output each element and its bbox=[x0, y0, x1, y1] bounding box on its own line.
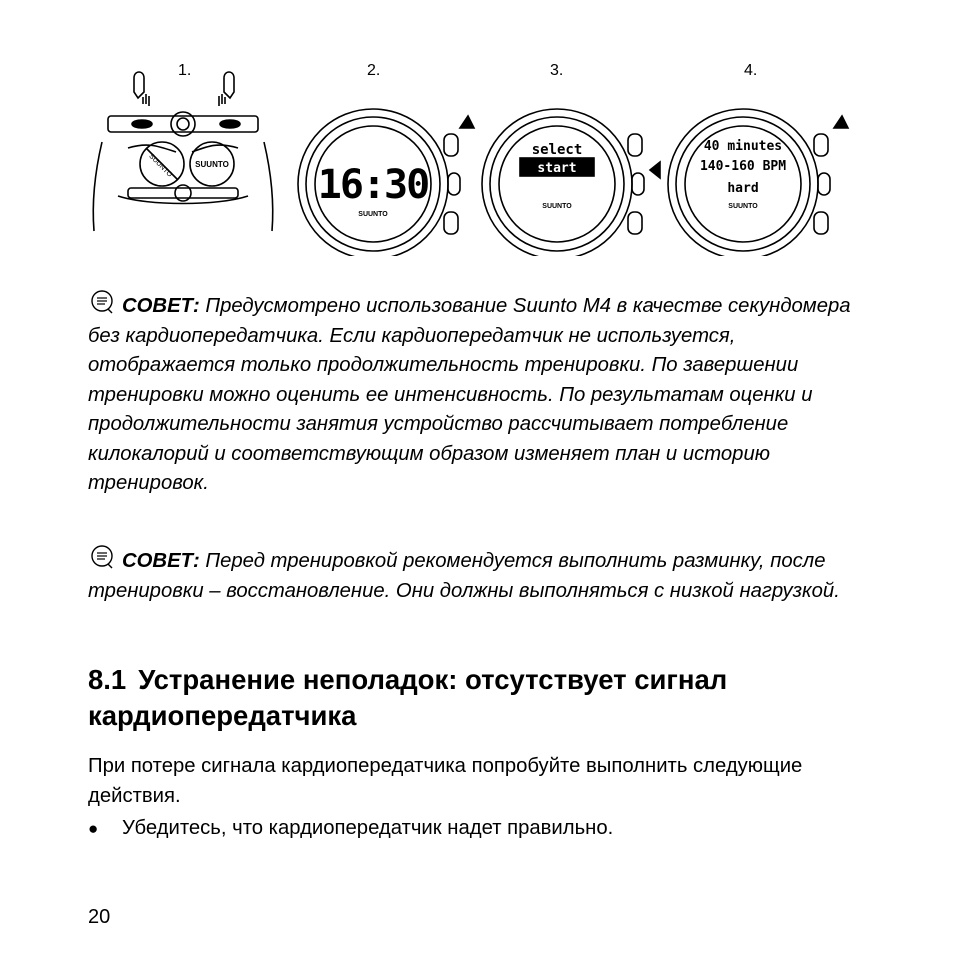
intro-paragraph: При потере сигнала кардиопередатчика попробуйте выполнить следующие действия. bbox=[88, 755, 803, 807]
watch3-line1: select bbox=[531, 142, 583, 158]
watch2-brand: SUUNTO bbox=[358, 211, 388, 218]
tip-label: СОВЕТ: bbox=[122, 550, 200, 572]
watch4-brand: SUUNTO bbox=[728, 203, 758, 210]
tip-text: Перед тренировкой рекомендуется выполнить разминку, после тренировки – восстановление. Они должны выполняться с низкой нагрузкой. bbox=[88, 550, 840, 602]
watch2-time: 16:30 bbox=[317, 162, 429, 208]
tip-text: Предусмотрено использование Suunto M4 в качестве секундомера без кардиопередатчика. Если кардиопередатчик не используется, отображается только продолжительность тренировки. По завершении тренировки можно оценить ее интенсивность. По результатам оценки и продолжительности занятия устройство рассчитывает потребление килокалорий и соответствующим образом изменяет план и историю тренировок. bbox=[88, 295, 851, 494]
watch3-brand: SUUNTO bbox=[542, 203, 572, 210]
tip-icon bbox=[88, 290, 116, 314]
watch3-line2: start bbox=[537, 161, 577, 176]
watch4-line2: 140-160 BPM bbox=[699, 159, 787, 174]
watch-step3-drawing bbox=[482, 109, 660, 256]
step-number-2: 2. bbox=[367, 62, 381, 79]
section-number: 8.1 bbox=[88, 664, 127, 695]
chest-strap-drawing bbox=[93, 72, 272, 231]
strap-brand-right: SUUNTO bbox=[195, 160, 229, 169]
tip-icon bbox=[88, 545, 116, 569]
step-number-1: 1. bbox=[178, 62, 192, 79]
tip-block-1 bbox=[88, 290, 878, 499]
bullet-icon: ● bbox=[88, 819, 99, 838]
step-number-3: 3. bbox=[550, 62, 564, 79]
illustration-drawing bbox=[88, 56, 868, 256]
strap-brand-left: SUUNTO bbox=[147, 152, 174, 179]
list-item-text: Убедитесь, что кардиопередатчик надет правильно. bbox=[122, 817, 614, 839]
watch4-line3: hard bbox=[727, 181, 759, 196]
section-title: Устранение неполадок: отсутствует сигнал кардиопередатчика bbox=[88, 664, 728, 731]
list-item bbox=[88, 814, 868, 844]
watch4-line1: 40 minutes bbox=[703, 139, 783, 154]
page-number: 20 bbox=[88, 906, 111, 928]
step-number-4: 4. bbox=[744, 62, 758, 79]
tip-block-2 bbox=[88, 545, 878, 606]
illustration-figure bbox=[88, 56, 868, 256]
tip-label: СОВЕТ: bbox=[122, 295, 200, 317]
section-heading bbox=[88, 662, 888, 734]
